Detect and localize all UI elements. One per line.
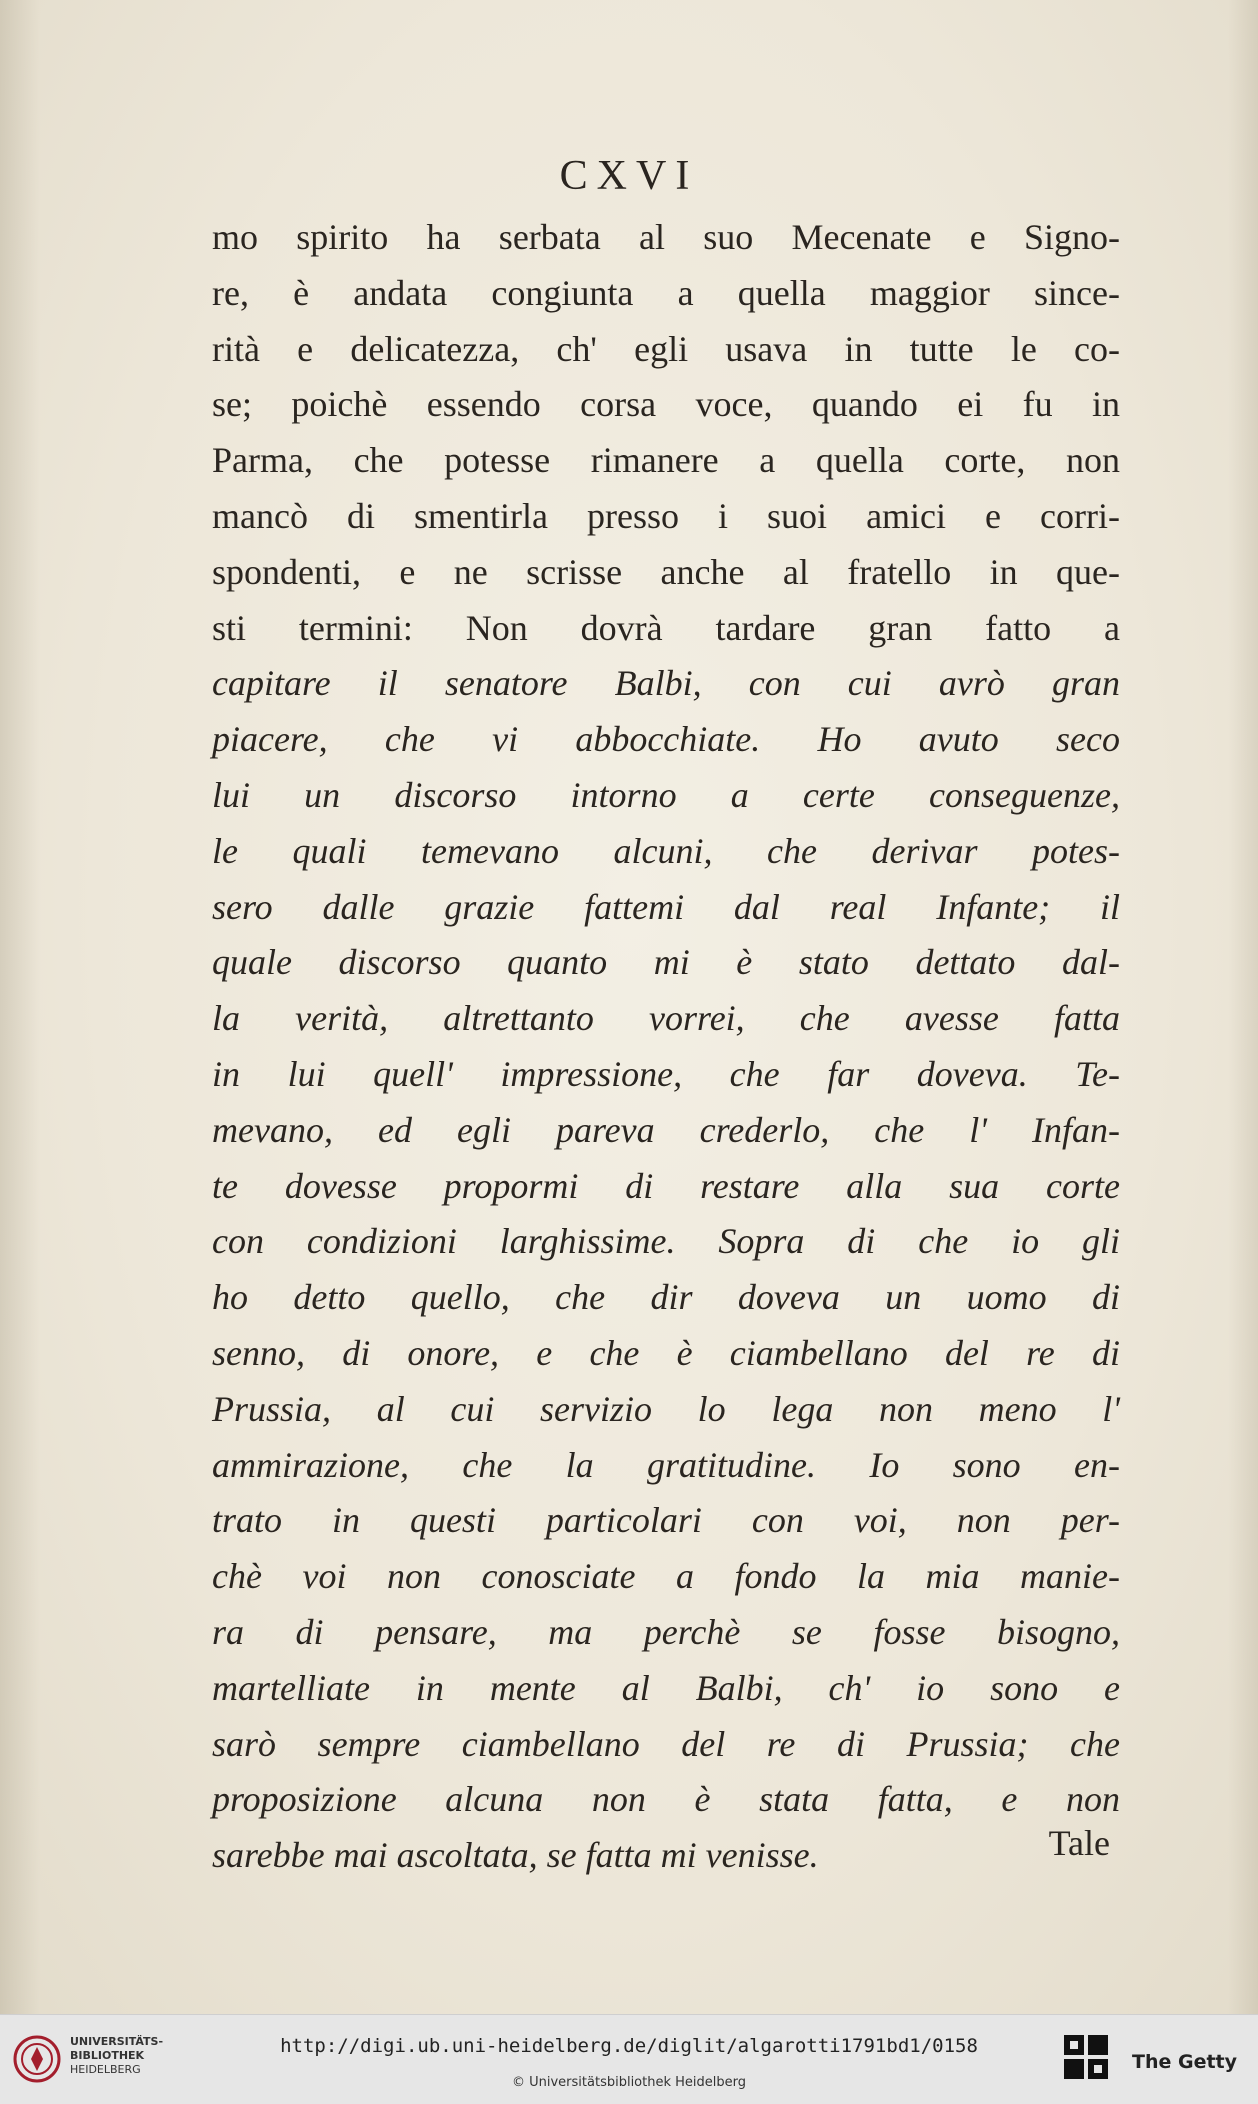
permalink-url[interactable]: http://digi.ub.uni-heidelberg.de/diglit/algarotti1791bd1/0158: [280, 2035, 978, 2057]
text-line: se; poichè essendo corsa voce, quando ei fu in: [212, 384, 1120, 425]
text-line: lui un discorso intorno a certe conseguenze,: [212, 774, 1120, 815]
text-line: ho detto quello, che dir doveva un uomo di: [212, 1277, 1120, 1318]
text-line: re, è andata congiunta a quella maggior since-: [212, 272, 1120, 313]
body-text: [212, 210, 1120, 1884]
text-line: mo spirito ha serbata al suo Mecenate e Signo-: [212, 217, 1120, 257]
text-line: mevano, ed egli pareva crederlo, che l' Infan-: [212, 1109, 1120, 1150]
text-line: trato in questi particolari con voi, non per-: [212, 1500, 1120, 1541]
text-line: capitare il senatore Balbi, con cui avrò gran: [212, 663, 1120, 704]
text-line: Parma, che potesse rimanere a quella corte, non: [212, 440, 1120, 481]
text-line: sarò sempre ciambellano del re di Prussia; che: [212, 1723, 1120, 1764]
copyright-notice: © Universitätsbibliothek Heidelberg: [511, 2075, 746, 2090]
catchword: Tale: [1048, 1823, 1110, 1863]
text-line: Prussia, al cui servizio lo lega non meno l': [212, 1388, 1120, 1429]
text-line: la verità, altrettanto vorrei, che avesse fatta: [212, 998, 1120, 1039]
text-line: sti termini: Non dovrà tardare gran fatto a: [212, 607, 1120, 648]
getty-mark-icon: [1060, 2031, 1120, 2091]
text-line: le quali temevano alcuni, che derivar potes-: [212, 830, 1120, 871]
text-line: ammirazione, che la gratitudine. Io sono en-: [212, 1444, 1120, 1485]
text-line: ra di pensare, ma perchè se fosse bisogno,: [212, 1611, 1120, 1652]
ub-logo-line-2: BIBLIOTHEK: [70, 2049, 145, 2062]
text-line: rità e delicatezza, ch' egli usava in tutte le co-: [212, 328, 1120, 369]
getty-logo[interactable]: [1060, 2031, 1250, 2091]
text-line: proposizione alcuna non è stata fatta, e non: [212, 1779, 1120, 1820]
page-edge-shadow-left: [0, 0, 40, 2014]
text-line: in lui quell' impressione, che far doveva. Te-: [212, 1053, 1120, 1094]
text-line: piacere, che vi abbocchiate. Ho avuto seco: [212, 719, 1120, 760]
getty-label: The Getty: [1132, 2051, 1238, 2073]
running-head-page-number: CXVI: [559, 153, 699, 199]
ub-logo-line-1: UNIVERSITÄTS-: [70, 2035, 164, 2048]
text-line: sero dalle grazie fattemi dal real Infante; il: [212, 886, 1120, 927]
text-line: quale discorso quanto mi è stato dettato dal-: [212, 942, 1120, 983]
text-line: mancò di smentirla presso i suoi amici e corri-: [212, 495, 1120, 536]
viewer-footer: [0, 2014, 1258, 2104]
text-line: te dovesse propormi di restare alla sua corte: [212, 1165, 1120, 1206]
text-line: con condizioni larghissime. Sopra di che io gli: [212, 1221, 1120, 1262]
ub-logo-line-3: HEIDELBERG: [70, 2063, 141, 2076]
text-line: spondenti, e ne scrisse anche al fratello in que-: [212, 551, 1120, 592]
text-line: senno, di onore, e che è ciambellano del re di: [212, 1332, 1120, 1373]
text-line: martelliate in mente al Balbi, ch' io sono e: [212, 1667, 1120, 1708]
text-line: chè voi non conosciate a fondo la mia manie-: [212, 1556, 1120, 1597]
page-edge-shadow-right: [1228, 0, 1258, 2014]
text-line: sarebbe mai ascoltata, se fatta mi venisse.: [212, 1835, 819, 1876]
